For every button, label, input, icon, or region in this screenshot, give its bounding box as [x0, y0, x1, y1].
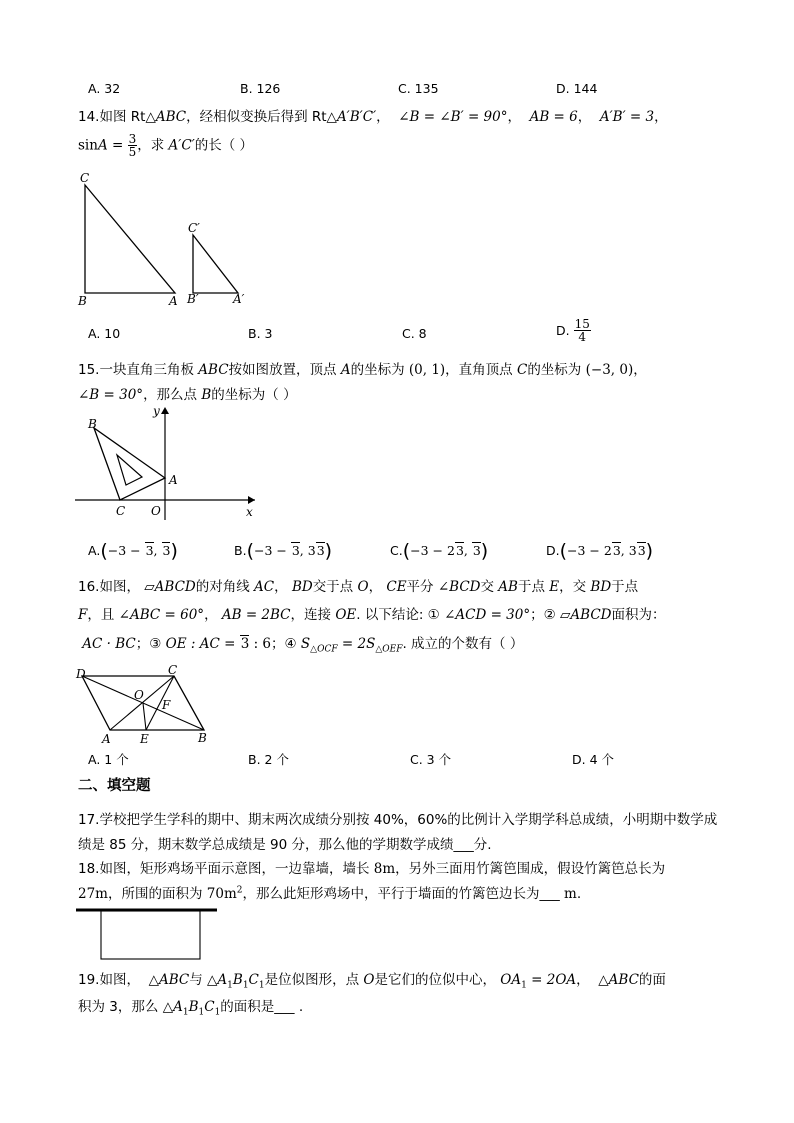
label-c-prime: C′	[188, 221, 200, 235]
label-a: A	[169, 473, 178, 487]
q15-option-a: A.(−3 − 3, 3)	[88, 540, 178, 562]
y-axis-arrow-icon	[161, 407, 169, 414]
label-a: A	[102, 732, 111, 746]
q18-chicken-farm-figure	[74, 905, 224, 965]
q15-option-c: C.(−3 − 23, 3)	[390, 540, 489, 562]
q14-option-c: C. 8	[402, 326, 427, 341]
q13-option-c: C. 135	[398, 81, 439, 96]
q14-fraction: $\frac{3}{5}$	[128, 132, 137, 159]
label-a: A	[169, 294, 178, 308]
q16-option-b: B. 2 个	[248, 752, 289, 767]
label-b: B	[88, 417, 97, 431]
x-axis-arrow-icon	[248, 496, 255, 504]
label-a-prime: A′	[233, 292, 245, 306]
q14-stem-line1: 14.如图 Rt△ABC，经相似变换后得到 Rt△A′B′C′， ∠B = ∠B′ = 90°， AB = 6， A′B′ = 3，	[78, 109, 668, 125]
q19-line2: 积为 3，那么 $\triangle A_1B_1C_1$的面积是___ .	[78, 999, 304, 1018]
q15-stem-line1: 15.一块直角三角板 ABC按如图放置，顶点 A的坐标为 (0, 1)，直角顶点 C的坐标为 (−3, 0)，	[78, 362, 647, 378]
q18-line1: 18.如图，矩形鸡场平面示意图，一边靠墙，墙长 8m，另外三面用竹篱笆围成，假设竹篱笆总长为	[78, 861, 666, 877]
q16-option-a: A. 1 个	[88, 752, 129, 767]
q16-stem-line3: AC · BC；③ OE : AC = 3 : 6；④ $S_{\triangle OCF} = 2S_{\triangle OEF}$. 成立的个数有（ ）	[82, 636, 524, 655]
q16-stem-line1: 16.如图， ▱ABCD的对角线 AC， BD交于点 O， CE平分 ∠BCD交 AB于点 E，交 BD于点	[78, 579, 639, 595]
label-o: O	[151, 504, 161, 518]
q15-option-d: D.(−3 − 23, 33)	[546, 540, 654, 562]
label-d: D	[76, 667, 86, 681]
label-f: F	[162, 698, 171, 712]
segment-oe	[143, 703, 146, 730]
q14-similar-triangles-figure	[70, 165, 260, 315]
label-c: C	[168, 663, 178, 677]
q16-parallelogram-figure	[70, 660, 230, 750]
q14-stem-line2: sinA = $\frac{3}{5}$ ，求 A′C′的长（ ）	[78, 132, 254, 159]
label-b: B	[198, 731, 207, 745]
q14-option-b: B. 3	[248, 326, 273, 341]
q14-option-a: A. 10	[88, 326, 121, 341]
label-b-prime: B′	[187, 292, 199, 306]
q13-option-a: A. 32	[88, 81, 121, 96]
triangle-abc	[94, 428, 165, 500]
q17-line1: 17.学校把学生学科的期中、期末两次成绩分别按 40%，60%的比例计入学期学科总成绩，小明期中数学成	[78, 812, 718, 828]
label-c: C	[116, 504, 126, 518]
q15-stem-line2: ∠B = 30°，那么点 B的坐标为（ ）	[78, 387, 297, 403]
q19-line1: 19.如图， △ABC与 $\triangle A_1B_1C_1$是位似图形，点 O是它们的位似中心， $OA_1 = 2OA$， △ABC的面	[78, 972, 666, 991]
q14-option-d: D. $\frac{15}{4}$	[556, 317, 590, 344]
label-o: O	[134, 688, 144, 702]
label-x: x	[246, 505, 253, 519]
label-y: y	[153, 404, 160, 418]
label-e: E	[140, 732, 149, 746]
section-title-fill-in: 二、填空题	[78, 778, 151, 794]
fence-rectangle	[101, 911, 200, 959]
q14-option-d-fraction: $\frac{15}{4}$	[574, 317, 590, 344]
q16-option-c: C. 3 个	[410, 752, 452, 767]
q16-option-d: D. 4 个	[572, 752, 614, 767]
q15-coordinate-figure	[70, 402, 270, 522]
q17-line2: 绩是 85 分，期末数学总成绩是 90 分，那么他的学期数学成绩___分.	[78, 837, 492, 853]
q13-option-b: B. 126	[240, 81, 281, 96]
label-c: C	[80, 171, 90, 185]
q18-line2: 27m，所围的面积为 $70m^2$，那么此矩形鸡场中，平行于墙面的竹篱笆边长为___ m.	[78, 885, 582, 902]
label-b: B	[78, 294, 87, 308]
triangle-abc	[85, 185, 175, 293]
q15-option-b: B.(−3 − 3, 33)	[234, 540, 333, 562]
triangle-abc-prime	[193, 235, 238, 293]
q13-option-d: D. 144	[556, 81, 598, 96]
q16-stem-line2: F，且 ∠ABC = 60°， AB = 2BC，连接 OE. 以下结论: ① ∠ACD = 30°；② ▱ABCD面积为：	[78, 607, 666, 623]
